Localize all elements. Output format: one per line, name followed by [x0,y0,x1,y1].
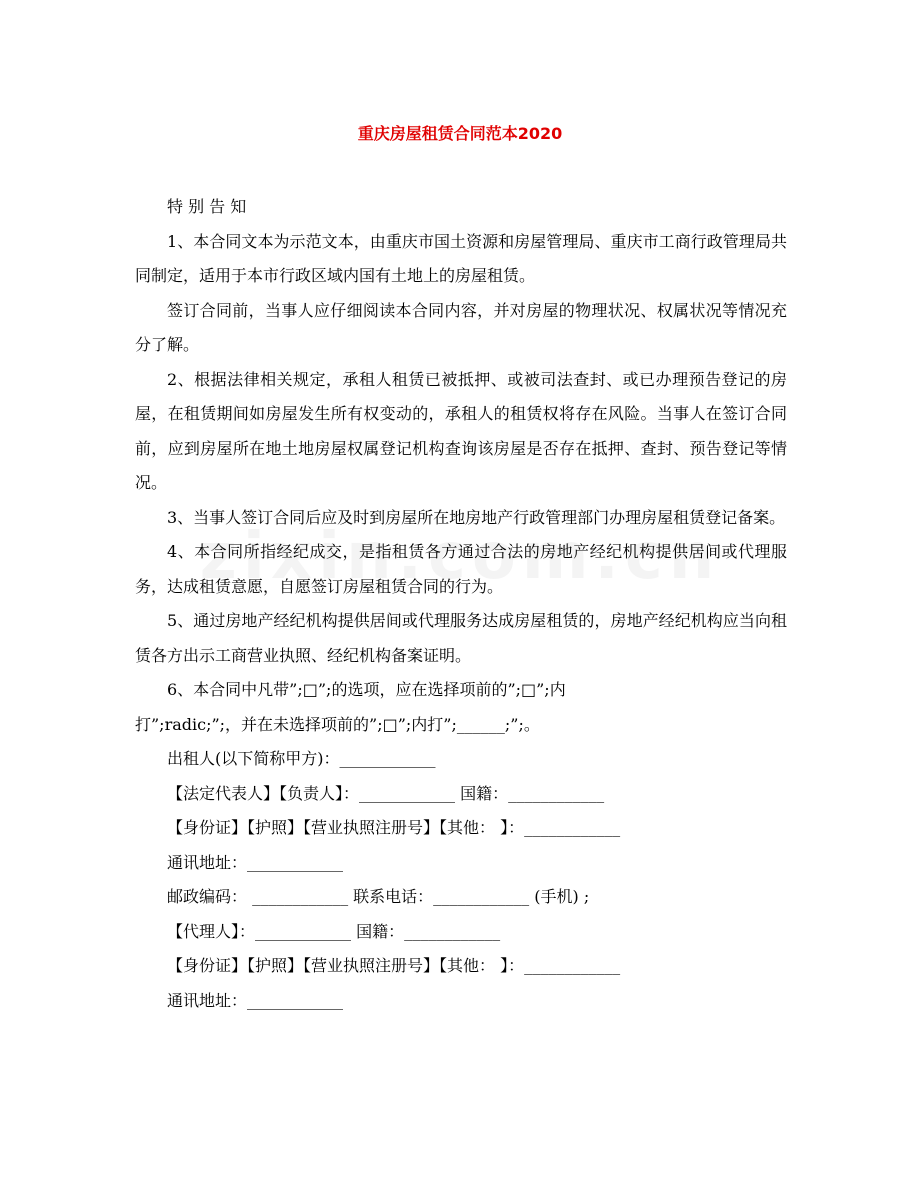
field-lessor: 出租人(以下简称甲方)：____________ [167,749,436,768]
field-agent: 【代理人】：____________ 国籍：____________ [167,921,501,941]
document-title: 重庆房屋租赁合同范本2020 [357,124,563,143]
document-body [135,190,787,1018]
paragraph-1: 1、本合同文本为示范文本，由重庆市国土资源和房屋管理局、重庆市工商行政管理局共同制定，适用于本市行政区域内国有土地上的房屋租赁。 [135,231,787,285]
paragraph-3: 2、根据法律相关规定，承租人租赁已被抵押、或被司法查封、或已办理预告登记的房屋，在租赁期间如房屋发生所有权变动的，承租人的租赁权将存在风险。当事人在签订合同前，应到房屋所在地土地房屋权属登记机构查询该房屋是否存在抵押、查封、预告登记等情况。 [135,369,787,492]
item-6-line-2: 打”;radic;”;，并在未选择项前的”;□”;内打”;______;”;。 [135,714,540,734]
field-postcode-phone: 邮政编码： ____________ 联系电话：____________ (手机) ; [167,887,590,906]
notice-heading: 特 别 告 知 [167,197,247,216]
paragraph-6: 5、通过房地产经纪机构提供居间或代理服务达成房屋租赁的，房地产经纪机构应当向租赁各方出示工商营业执照、经纪机构备案证明。 [135,611,787,665]
field-address: 通讯地址：____________ [167,852,344,872]
field-legal-representative: 【法定代表人】【负责人】：____________ 国籍：____________ [167,783,605,803]
paragraph-2: 签订合同前，当事人应仔细阅读本合同内容，并对房屋的物理状况、权属状况等情况充分了解。 [135,300,787,354]
field-agent-id-document: 【身份证】【护照】【营业执照注册号】【其他： 】：____________ [167,956,621,975]
item-6-line-1: 6、本合同中凡带”;□”;的选项，应在选择项前的”;□”;内 [167,680,566,699]
field-id-document: 【身份证】【护照】【营业执照注册号】【其他： 】：____________ [167,818,621,837]
paragraph-5: 4、本合同所指经纪成交，是指租赁各方通过合法的房地产经纪机构提供居间或代理服务，达成租赁意愿，自愿签订房屋租赁合同的行为。 [135,542,787,596]
field-agent-address: 通讯地址：____________ [167,990,344,1010]
paragraph-4: 3、当事人签订合同后应及时到房屋所在地房地产行政管理部门办理房屋租赁登记备案。 [167,507,786,527]
